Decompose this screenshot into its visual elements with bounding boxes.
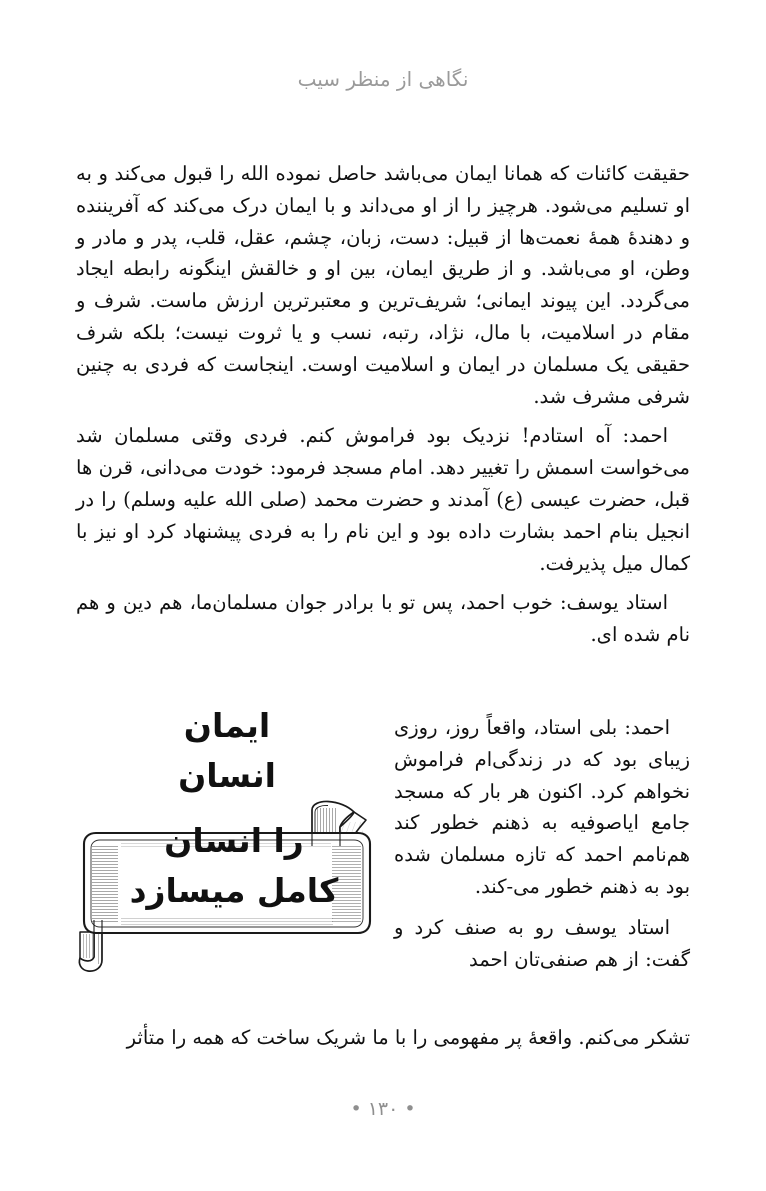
wrapped-text-column [394,712,690,984]
paragraph-5: استاد یوسف رو به صنف کرد و گفت: از هم صنفی‌تان احمد [394,915,690,971]
paragraph-1: حقیقت کائنات که همانا ایمان می‌باشد حاصل نموده الله را قبول می‌کند و به او تسلیم می‌شود. هرچیز را از او می‌داند و با ایمان درک می‌کند که آفریننده و دهندهٔ همهٔ نعمت‌ها از قبیل: دست، زبان، چشم، عقل، قلب، پدر و مادر و وطن، او می‌باشد. و از طریق ایمان، بین او و خالقش اینگونه رابطه ایجاد می‌گردد. این پیوند ایمانی؛ شریف‌ترین و معتبرترین ارزش ماست. شرف و مقام در اسلامیت، با مال، نژاد، رتبه، نسب و یا ثروت نیست؛ بلکه شرف حقیقی یک مسلمان در ایمان و اسلامیت اوست. اینجاست که فردی به چنین شرفی مشرف شد. [76,162,690,408]
running-header: نگاهی از منظر سیب [297,67,469,91]
banner-line-imaan: ایمان [183,706,271,745]
paragraph-6: تشکر می‌کنم. واقعهٔ پر مفهومی را با ما شریک ساخت که همه را متأثر [126,1026,690,1049]
page-number-folio: • ۱۳۰ • [350,1098,416,1120]
banner-line-insaan: انسان [178,756,276,795]
paragraph-4: احمد: بلی استاد، واقعاً روز، روزی زیبای بود که در زندگی‌ام فراموش نخواهم کرد. اکنون هر بار که مسجد جامع ایاصوفیه به ذهنم خطور کند هم‌نامم احمد که تازه مسلمان شده بود به ذهنم خطور می‌-کند. [394,716,690,898]
ribbon-illustration [76,800,382,970]
closing-text-block [76,1022,690,1054]
ribbon-shape-icon [76,800,382,975]
main-text-block [76,158,690,659]
figure-and-wrapped-text [76,700,690,1030]
ribbon-line-2: کامل میسازد [129,871,339,910]
ribbon-line-1: را انسان [164,821,304,860]
slogan-banner-figure [76,700,378,980]
paragraph-2: احمد: آه استادم! نزدیک بود فراموش کنم. فردی وقتی مسلمان شد می‌خواست اسمش را تغییر دهد. امام مسجد فرمود: خودت می‌دانی، قرن ها قبل، حضرت عیسی (ع) آمدند و حضرت محمد (صلی الله علیه وسلم) را در انجیل بنام احمد بشارت داده بود و این نام را به فردی پیشنهاد کرد او نیز با کمال میل پذیرفت. [76,424,690,575]
paragraph-3: استاد یوسف: خوب احمد، پس تو با برادر جوان مسلمان‌ما، هم دین و هم نام شده ای. [76,591,690,647]
